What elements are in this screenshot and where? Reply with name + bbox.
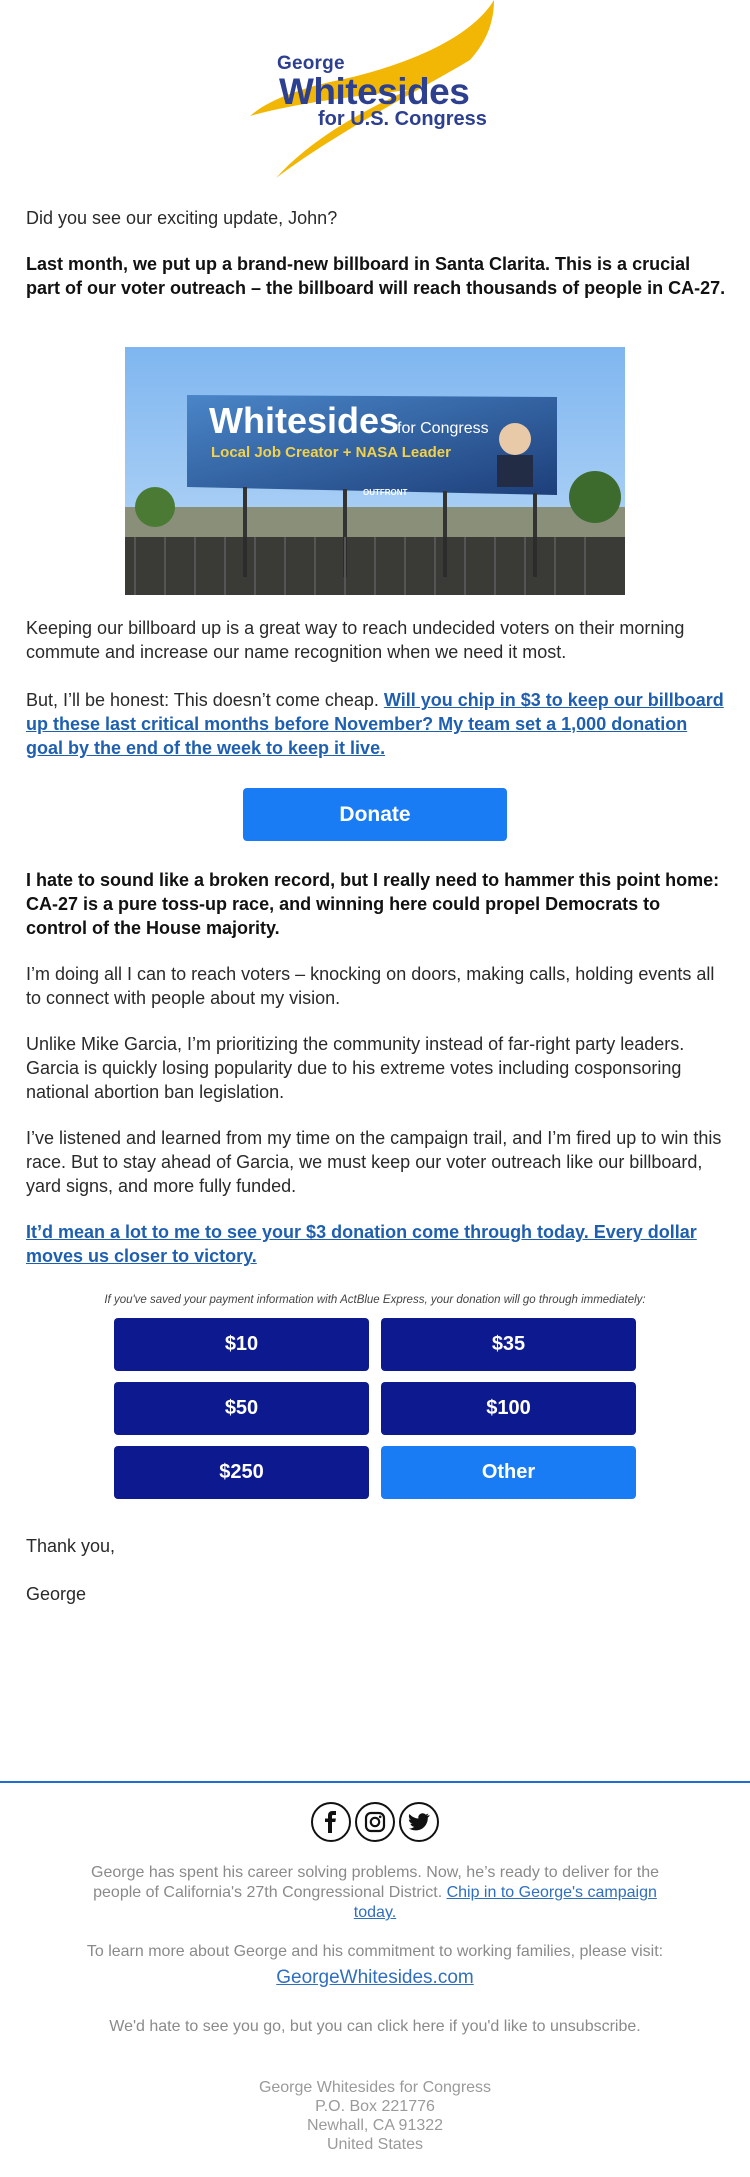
logo-subtitle: for U.S. Congress (318, 108, 487, 130)
honest-lead: But, I’ll be honest: This doesn’t come cheap. (26, 690, 384, 710)
twitter-icon[interactable] (399, 1802, 439, 1842)
garcia-paragraph: Unlike Mike Garcia, I’m prioritizing the community instead of far-right party leaders. Garcia is quickly losing popularity due to his extreme votes including cosponsoring national abortion ban legislation. (26, 1034, 685, 1102)
address-po-box: P.O. Box 221776 (315, 2098, 435, 2115)
billboard-illustration (125, 347, 625, 595)
footer-divider (0, 1781, 750, 1783)
actblue-express-note: If you've saved your payment information with ActBlue Express, your donation will go through immediately: (104, 1294, 646, 1306)
doing-paragraph: I’m doing all I can to reach voters – knocking on doors, making calls, holding events all to connect with people about my vision. (26, 964, 715, 1008)
footer-site (75, 1966, 675, 1990)
billboard-photo[interactable] (125, 347, 625, 595)
website-link[interactable]: GeorgeWhitesides.com (276, 1967, 474, 1988)
billboard-title: Whitesides (209, 400, 400, 441)
footer-learn-more: To learn more about George and his commitment to working families, please visit: (86, 1943, 664, 1960)
facebook-icon[interactable] (311, 1802, 351, 1842)
donate-button[interactable]: Donate (243, 788, 507, 841)
campaign-logo (0, 0, 750, 180)
signature: George (26, 1584, 87, 1604)
logo-first-name: George (277, 53, 345, 74)
billboard-title-suffix: for Congress (397, 420, 489, 437)
honest-paragraph (26, 688, 726, 760)
listened-paragraph: I’ve listened and learned from my time on the campaign trail, and I’m fired up to win this race. But to stay ahead of Garcia, we must keep our voter outreach like our billboard, yard signs, and more fully funded. (26, 1128, 722, 1196)
chip-in-campaign-link[interactable]: Chip in to George's campaign today. (353, 1884, 657, 1921)
logo-last-name: Whitesides (279, 71, 470, 112)
donate-amount-50-button[interactable]: $50 (114, 1382, 369, 1435)
donate-amount-other-button[interactable]: Other (381, 1446, 636, 1499)
footer-bio (75, 1863, 675, 1923)
donate-amount-100-button[interactable]: $100 (381, 1382, 636, 1435)
billboard-tagline: Local Job Creator + NASA Leader (211, 444, 451, 461)
chip-in-3-link[interactable]: Will you chip in $3 to keep our billboard up these last critical months before November? My team set a 1,000 donation goal by the end of the week to keep it live. (26, 690, 724, 758)
address-org: George Whitesides for Congress (258, 2079, 492, 2096)
billboard-vendor: OUTFRONT (363, 488, 408, 497)
donate-amount-250-button[interactable]: $250 (114, 1446, 369, 1499)
signoff: Thank you, (26, 1536, 116, 1556)
keeping-paragraph: Keeping our billboard up is a great way to reach undecided voters on their morning commute and increase our name recognition when we need it most. (26, 618, 685, 662)
intro-paragraph: Last month, we put up a brand-new billboard in Santa Clarita. This is a crucial part of our voter outreach – the billboard will reach thousands of people in CA-27. (26, 254, 726, 298)
footer-bio-text: George has spent his career solving problems. Now, he’s ready to deliver for the people of California's 27th Congressional District. (91, 1864, 659, 1901)
address-country: United States (326, 2136, 424, 2153)
address-city: Newhall, CA 91322 (306, 2117, 444, 2134)
greeting: Did you see our exciting update, John? (26, 208, 338, 228)
three-dollar-donation-link[interactable]: It’d mean a lot to me to see your $3 donation come through today. Every dollar moves us closer to victory. (26, 1222, 697, 1266)
donation-appeal (26, 1220, 726, 1268)
instagram-icon[interactable] (355, 1802, 395, 1842)
toss-up-paragraph: I hate to sound like a broken record, but I really need to hammer this point home: CA-27 is a pure toss-up race, and winning here could propel Democrats to control of the House majority. (26, 870, 720, 938)
unsubscribe-link[interactable]: We'd hate to see you go, but you can click here if you'd like to unsubscribe. (109, 2018, 641, 2035)
donate-amount-10-button[interactable]: $10 (114, 1318, 369, 1371)
donate-amount-35-button[interactable]: $35 (381, 1318, 636, 1371)
